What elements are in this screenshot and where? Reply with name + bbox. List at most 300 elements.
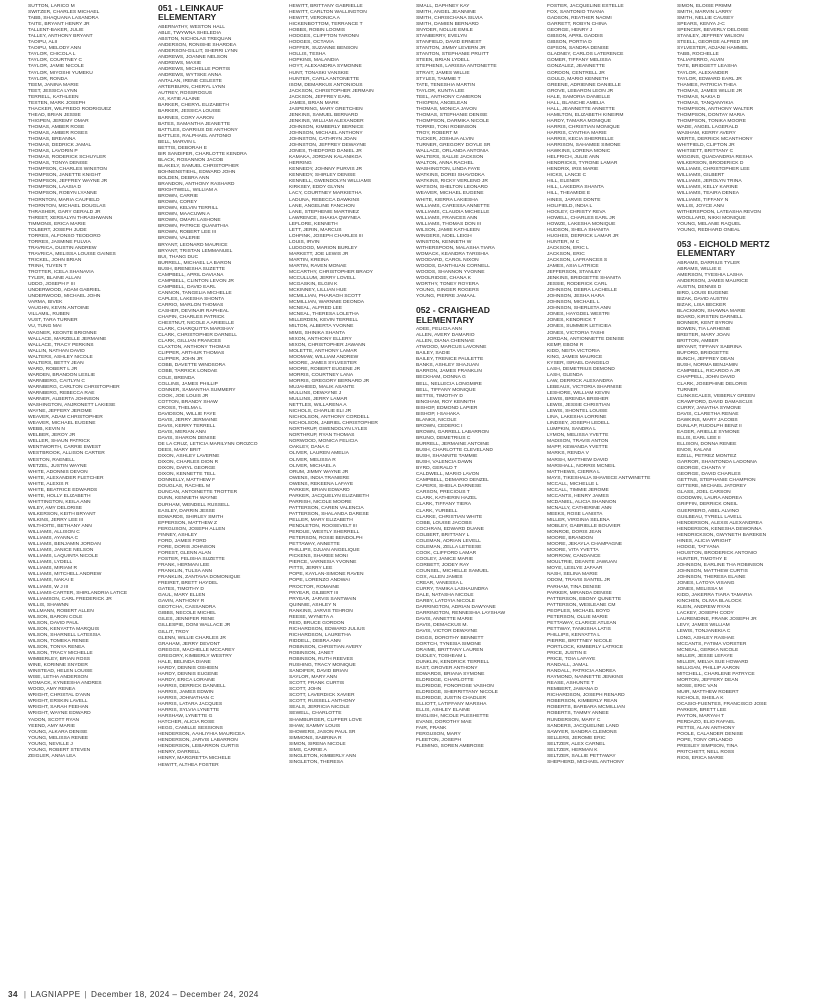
name-entry: ISOM, DEMARKUS ANTONIOUS [289,82,363,88]
name-entry: BROWN, KELVIN TERRILL [158,206,219,212]
name-entry: SAWYER, SANDRA CLEMONS [547,729,617,735]
name-entry: MCCULLUM, JERRY LOVELL [289,276,356,282]
name-entry: TESTEN, MARK JOSEPH [28,100,86,106]
name-entry: THOMAS, NAKIA D [677,94,721,100]
name-entry: BISHOP, EDMOND LAPIER [416,405,478,411]
name-entry: LINDSEY, JOSEPH LEDELL [547,421,610,427]
name-entry: STANTON, JIMMY LEVERN JR [416,46,486,52]
name-entry: JEFFERSON, STANLEY [547,270,602,276]
name-entry: THOMPSON, LAASIA D [28,185,82,191]
name-entry: FOX, SANTONIO TIVANA [547,10,605,16]
name-entry: YOUNG, MELISSA RENEE [28,735,89,741]
name-entry: YOUNG, PIERRE JAMAAL [416,294,476,300]
name-entry: KLEIN, ANDREW RYAN [677,605,731,611]
name-entry: MCCALL, MICHELLE L [547,481,599,487]
name-entry: WRIGHT, ERSKIN LAVELL [28,699,88,705]
name-entry: LEBEAUX, VICTORIA SHARNISE [547,384,622,390]
name-entry: FOSTER, JACQUELINE ESTELLE [547,4,624,9]
name-entry: RUNDERSON, MARY C [547,717,601,723]
name-entry: WILLIAMS, JEROLYN TRINA [677,179,742,185]
name-entry: KEMP, EBONI R [547,342,584,348]
name-entry: TRINH, TUYEN T [28,264,67,270]
name-entry: PARRISH, NICOLE MOORE [289,499,352,505]
name-entry: HEGG, CAMILLE SESSIONS [158,726,223,732]
name-entry: HARDY, DENNIS OSHEEN [158,665,219,671]
name-entry: HINES, ALICIA WRIGHT [677,538,732,544]
name-entry: PERDUE, WESTLY SHERRELL [289,530,360,536]
name-entry: PARKER, JACQUELYN ELIZABETH [289,493,369,499]
name-entry: HENDERSON, ALEXIS ALEXANDREA [677,520,763,526]
name-entry: NICHOLS, SHEILA K [677,695,724,701]
name-entry: JACKSON, CHRISTOPHER JERMAIN [289,88,374,94]
name-entry: JOHNSON, MICHAEL L [547,300,600,306]
name-entry: DUNN, KENNETH WAYNE [158,496,218,502]
name-entry: BUNCH, JEFFREY DEAN [677,357,735,363]
name-entry: LYMON, MELISSA YVETTE [547,433,609,439]
name-entry: WENTWORTH, CARRIE EWEST [28,445,102,451]
name-entry: CASHER, DEVINAIR RAPHEAL [158,309,229,315]
name-entry: PROCTOR, ROMAINE [289,584,340,590]
name-entry: SCOTT, FRANK CURTIS [289,681,345,687]
name-entry: HARDY, ERICA LORAINE [158,677,216,683]
name-entry: HENDERSON, JARVIS LABARRON [158,738,238,744]
name-entry: SELTZER, HERMAN K [547,747,598,753]
name-entry: FERGUSON, JOSEPH ALLEN [158,526,226,532]
name-entry: GARROR, SHANTONDA LADONNA [677,460,758,466]
name-entry: WHITE, HOLLY ELIZABETH [28,493,91,499]
name-entry: MILLIGAN, PHILLIP AARON [677,665,740,671]
name-entry: CLARK, CHRISTOPHER DARNELL [158,333,237,339]
name-entry: HUGHES, DERRICK LAMAR JR [547,233,619,239]
name-entry: HUNT, TONASKI VANSKIE [289,70,349,76]
name-entry: THORNTON, MICHAEL DOUGLAS [28,203,106,209]
name-entry: PRESLEY SIMPSON, TINA [677,744,738,750]
name-entry: TORRES, ALFONSO TEODORO [28,233,101,239]
name-entry: ABERNATHY, WESTON HALL [158,24,226,30]
name-entry: COOK, CLIFFORD LAMAR [416,550,477,556]
name-entry: WALTERS, BETTY JEAN [28,360,84,366]
name-entry: THRASHER, GARY GERALD JR [28,209,101,215]
name-entry: ORUM, JIMMY WAYNE JR [289,469,349,475]
name-entry: PRITCHETT, NELL ROSS [677,750,735,756]
name-entry: WOODS, SHANNON YVONNE [416,270,485,276]
name-entry: WETZEL, JUSTIN WAYNE [28,463,87,469]
name-entry: WATSON, SHELTON LEONARD [416,185,488,191]
name-entry: MORROW, CANDANCE [547,554,601,560]
name-entry: COBB, LOUISE JACOBS [416,520,472,526]
name-entry: ELDRIDGE, JUSTIN CHADLER [416,695,487,701]
name-entry: CAPERS, SHEILA DARNESE [416,484,482,490]
name-entry: NORTHRUP, RYAN THOMAS [289,433,355,439]
name-entry: HODGE, TATYANA [677,544,720,550]
name-entry: JOHNSON, DEBRA LACHELLE [547,288,618,294]
name-entry: TORRES, JASMINE FULVIA [28,239,91,245]
name-entry: HARDY, DENNIS EUGENE [158,671,219,677]
name-entry: MIMS, SHINIKA SHANTA [289,330,346,336]
name-entry: SHAW, SAMMY LOUIS [289,723,341,729]
name-entry: ANDERSON-GILLIT, SHERRI LYNN [158,49,238,54]
name-entry: TAYLOR, COURTNEY C [28,58,83,64]
name-entry: HILL, ELENER [547,179,580,185]
name-entry: WILEY, AMY DELORISE [28,505,83,511]
issue-date-range: December 18, 2024 – December 24, 2024 [91,989,259,999]
name-entry: WASHAM, KERRY AVERY [677,130,736,136]
name-entry: ZEIGLER, ANNA LEA [28,753,76,759]
name-entry: DIXON, DARYL GEORGE [158,466,216,472]
name-entry: MCCANTS, FATIMA VORSTER [677,641,747,647]
name-entry: SEWELL, CHARLOTTE [289,711,342,717]
name-entry: WILKINS, JERRY LEE III [28,517,84,523]
name-entry: WALTERS, SALLIE JACKSON [416,155,484,161]
name-entry: PRICE, JUSTIN E [547,651,587,657]
name-entry: HAMILTON, ELIZABETH KINEIRM [547,112,624,118]
name-list [416,327,542,750]
name-entry: CLARK, GILLIAN FRANCES [158,339,221,345]
name-entry: HATCHER, ALICIA ROSE [158,720,215,726]
name-entry: SELTZER, ALEX CARNEL [547,741,606,747]
name-entry: DAVIS, JERRY JERMAINE [158,417,218,423]
name-entry: MADISON, TRAVIS ANTON [547,439,609,445]
name-entry: REASE, ASHUNTE T [547,681,594,687]
name-entry: BIR SANDIFER, CHARLOTTE KENDRA [158,151,247,157]
name-entry: AUTREY, ROSSROGUS [158,91,213,97]
name-entry: COOLEY, JANICE MARIE [416,556,474,562]
name-entry: TAOIPU, ALII [28,40,58,46]
name-entry: FOREST, GLENN ALAN [158,550,212,556]
name-entry: WILLIAMS, CHRISTOPHER LEE [677,167,750,173]
name-entry: MCMILLIAN, WARNNIE DEONDA [289,300,365,306]
name-entry: CLIPPER, JOHN JR [158,357,203,363]
name-entry: BATTLES, RALPHAEL ANTONIO [158,133,232,139]
name-entry: EASLEY, DARRIN JESSE [158,508,216,514]
name-entry: JOHNSON, SHERLETA ANN [547,306,611,312]
name-entry: WINGERS, NOEL LEIGH [416,233,472,239]
name-entry: GREGGS, MACHELLE MCCAREY [158,647,235,653]
name-entry: JORDAN, ANTIONNETTE DENISE [547,336,625,342]
school-section-heading: 051 - LEINKAUF ELEMENTARY [158,4,224,23]
name-entry: HILL, LAKEDRA SHANTA [547,185,604,191]
name-entry: TAYLOR, KUNTA LEE [416,88,465,94]
name-entry: BROWN, ROBERT LEE III [158,230,217,236]
name-entry: HALE, BELINDA DIANE [158,659,211,665]
name-entry: KIRKSEY, EDDY GLYNN [289,185,345,191]
name-entry: STANTON, STEPHANIE PRUITT [416,52,489,58]
name-entry: TALLEY, ANTHONY BRYANT [28,34,93,40]
name-entry: DUDLEY, TOSHEAM L [416,653,467,659]
name-entry: WINE, KORINNE SNYDER [28,663,88,669]
name-entry: CARSON, PRECIOUS T [416,490,470,496]
name-entry: HUNTER, M C [547,239,580,245]
name-entry: CLIPPER, ARTHUR THOMAS [158,351,225,357]
name-entry: NORTHRUP, GWENDOLYN LYLES [289,427,368,433]
name-entry: THOMAS, TANQANYIKIA [677,100,734,106]
name-entry: WILSON, KENYATTA MARQUIS [28,626,100,632]
name-entry: WEAVER, MICHAEL EUGENE [416,191,484,197]
name-entry: JAMES, ASIA LATRICE [547,264,599,270]
name-entry: HENDRICKS, TYRONE LAMAR [547,161,618,167]
name-entry: FRANKLIN, TULSA ANN [158,569,213,575]
name-entry: BURRELL, JERMAINE ANTOINE [416,442,490,447]
name-entry: TURNER, GREGORY DOYLE SR [416,143,491,149]
name-entry: GAUL, MARY ELLEN [158,593,206,599]
name-entry: SANDERS, JACQUELINE LAND [547,723,619,729]
name-entry: MCGASKIN, ELGIN K [289,282,338,288]
name-entry: JAMES, BRIAN MARK [289,100,339,106]
name-entry: TALLENT-BAKER, JULIE [28,28,84,34]
name-entry: YOUNG, ROBERT STEVEN [28,747,91,753]
name-entry: JACKSON, JEFFREY EARL [289,94,352,100]
name-entry: WILLIAMS, MITCHELL ANDREW [28,572,102,578]
name-entry: WILLIAMS-CARTER, SHIRLANDRIA LATICE [28,590,128,596]
name-entry: BANKS, ASHLEY SHAJUAN [416,363,479,369]
name-entry: PENDLETON, ROOSEVELT III [289,524,357,530]
name-entry: ELDRIDGE, CHARLOTTE [416,677,474,683]
name-entry: MONROE, DORIS JEAN [547,530,602,536]
name-entry: LADUNA, REBECCA DAWKINS [289,197,360,203]
name-entry: KENNELL, GWENDOLYN WILLIAMS [289,179,371,185]
name-entry: DIXON, KENNETTE TELL [158,472,216,478]
name-entry: STEPHENS, LARISSA ANTONETTE [416,64,497,70]
name-entry: BARRON, JAMES FRANKLIN [416,369,482,375]
name-entry: MILLER, MELVA SUE HOWARD [677,659,749,665]
name-entry: BLACKMON, SHAWNA MARIE [677,308,746,314]
name-entry: TAITE, BRYANT HENRY JR [28,22,90,28]
name-entry: TAYLOR, CHICOLA L [28,52,76,58]
name-entry: GILLIT, TROY [158,629,189,635]
name-entry: JONES, THEDFORD DANIEL JR [289,149,362,155]
publication-name: LAGNIAPPE [30,989,81,999]
name-entry: DAVIS, DEMACKUS M. [416,623,468,629]
name-entry: THOMAS, BREANNA [28,137,76,143]
name-entry: BUSH, CHARLOTTE CLEVELAND [416,448,493,454]
name-entry: MOOMAW, WILLIAM ANDREW [289,354,359,360]
name-entry: TAYLOR, JAMIE NICOLE [28,64,84,70]
name-entry: DE LA CRUZ, LETICIA MARILYNN OROZCO [158,442,258,448]
name-entry: HALE, SAMORIA DANIELLE [547,94,611,100]
footer-separator: | [23,989,27,999]
name-entry: TAYLOR, MIYOSHI YUMEKU [28,70,93,76]
name-entry: SELTZER, SALLIE PETTAWAY [547,753,616,759]
name-entry: TALIAFERRO, ALVIN [677,58,724,64]
name-entry: JOHNSON, THERESA ELAINE [677,575,746,581]
name-entry: COLBERT, BRITTANY L [416,532,470,538]
name-entry: TEEL, ANTHONY CAMERON [416,94,482,100]
name-entry: SMALL, DAPHNEY KAY [416,4,470,9]
name-entry: SYLVESTER, ADJANI HAMMEL [677,46,749,52]
name-entry: MCCANTS, HENRY JAMES [547,493,609,499]
name-entry: BOHNENSTIEHL, EDWARD JOHN [158,169,236,175]
name-entry: MORTON, JEFFERY DEAN [677,677,739,683]
name-entry: GAVIN, ANTHONY R [158,599,205,605]
name-entry: HARRIS, CYNTHIA MARIE [547,130,607,136]
name-entry: MARTIN, KREINA [289,257,329,263]
name-entry: THOMPSON, JEFFREY WAYNE JR [28,179,108,185]
name-entry: PATTERSON, CAREN VALENCIA [289,505,364,511]
name-entry: BROWN, COREY [158,200,198,206]
name-entry: SMITH, CHRISCHANA SILVIA [416,16,483,22]
name-entry: OLIVER, LAUREN AMELIA [289,451,349,457]
name-entry: RUSHING, TRACY MONIQUE [289,663,356,669]
name-entry: JOHNSON, MATTHEW CURTIS [677,568,748,574]
name-entry: LEVY, JAMES WILLIAM [677,623,730,629]
name-entry: BOLDEN, DEBRA ANN [158,175,210,181]
name-entry: GUILBEAU, TYRELL LAVELL [677,514,743,520]
name-entry: HALL, JEANNETTE ANNETTE [547,106,615,112]
name-entry: COTTON, BRANDY SHAW [158,399,218,405]
name-entry: GOMER, TIFFANY MELISSA [547,58,612,64]
name-entry: MILLER, VIRGINIA SELENA [547,517,610,523]
name-entry: YOUNG, REDHARD ONEAL [677,227,741,233]
name-entry: WINSTEAD, HELEN LOUISE [28,669,93,675]
name-entry: MOORE, BRANDON [547,536,593,542]
name-entry: RAYMOND, NANNETTE JENKINS [547,675,624,681]
list-column [416,4,542,980]
name-entry: PIERCE, VARNESIA YVONNE [289,560,357,566]
name-entry: BUFORD, BRIDGETTE [677,351,729,357]
name-list [677,4,807,234]
name-entry: HINES, JARVIS DONTE [547,197,601,203]
name-entry: BRUNO, DEMETRIUS C [416,435,471,441]
name-entry: KAMAKA, JORDAN KALANIKOA [289,155,362,161]
name-entry: EZELL, PETREZ MONTEZ [677,454,737,460]
name-entry: TORREI, TONI ROBINSON [416,124,477,130]
name-entry: SIMS, CARRIE A [289,747,327,753]
name-entry: OCASIO-FUENTES, FRANCISCO JOSE [677,702,767,708]
name-entry: BROWN, CARRIE [158,194,199,200]
name-entry: GLADNEY, CARLOS LATERENCE [547,52,624,58]
name-entry: TURNER [677,387,698,393]
name-entry: MCNEAL, ALFRED LEE [289,306,343,312]
name-entry: EAGER, ARIELLE SYMONE [677,429,740,435]
name-entry: GATES, TIMOTHY D [158,587,204,593]
name-entry: ANDREWS, JOANNE NELSON [158,55,228,61]
name-entry: WILLMANN, ROBERT ALLEN [28,608,94,614]
name-entry: DAVIDSON, WILLIE FAYE [158,411,216,417]
name-entry: JONES, KENDRICK T [547,318,596,324]
name-list [677,261,807,763]
name-entry: CLARK, TIFFANY TIERA [416,502,472,508]
name-entry: MATTHEWS, CIERRA L [547,469,600,475]
name-entry: DEES, MARY BRIT [158,448,201,454]
name-entry: JONES, VICTORIA TASHI [547,330,605,336]
name-entry: HUNTER, TIMOTHY E [677,556,727,562]
name-entry: HAWKINS, LORENA MONIC [547,149,611,155]
name-entry: WILLIAMS, BENJAMIN JORDAN [28,542,101,548]
name-entry: HEWITT, CARLTON WALLINGTON [289,10,367,16]
name-entry: BOARD, KIRSTEN DARNELL [677,315,743,321]
name-entry: MCCARTHY, CHRISTOPHER BRADY [289,270,373,276]
name-entry: STEELL, GEORGE ALFRED SR [677,40,749,46]
name-entry: DIXON, ASHLEY LAVERNE [158,454,220,460]
name-entry: PETTWAY, TANKISHA LATIS [547,626,611,632]
name-entry: WRIGHT, CHRISTAL D'ANN [28,693,91,699]
name-entry: BRYANT, LEONARD MAURICE [158,242,228,248]
name-entry: WISE, LETHA ANDERSON [28,675,88,681]
name-entry: THEAD, BRIAN JESSIE [28,112,81,118]
name-entry: BATES, SAMANTHA JEANETTE [158,121,231,127]
name-entry: MARTIN, RAVEN MONAE [289,264,347,270]
name-entry: RIDDELL, DEBRA ANN [289,638,341,644]
name-entry: WALTON, ANNA RACHEL [416,161,474,167]
name-entry: MOORE, JEKAYLA CHAMPAGNE [547,542,623,548]
name-entry: VILLAMIL, RUBEN [28,312,70,318]
name-entry: FORD, JAMES FORD [158,538,207,544]
name-entry: ELDRIDGE, FONOROSE VASHON [416,683,494,689]
name-entry: WHITTINGTON, KEILA ANN [28,499,91,505]
name-entry: SMITH, NELLIE CAUSEY [677,16,734,22]
name-entry: THOMAS, STEPHANIE DENISE [416,112,488,118]
name-entry: COX, ALLEN JAMES [416,575,463,581]
name-entry: NASH, SELINA MARIE [547,572,598,578]
name-entry: COLEMAN, ADRIAN LEVELL [416,538,481,544]
name-entry: HOWZE, LAKESHA MONIQUE [547,221,616,227]
name-entry: HICKS, LANCE C [547,173,587,179]
name-entry: GEORGE, CHANTA Y [677,466,726,472]
name-entry: MOSE, ERIC VAN [677,683,718,689]
name-entry: HENDRICKSON, GWYNETH BAREKEN [677,532,767,538]
name-entry: BRANDON, ANTHONY RASHARD [158,182,235,188]
name-entry: GIBSON, PORTIA D [547,40,592,46]
name-entry: MCKINNEY, LILLIAN HUE [289,288,347,294]
name-entry: HERRING [289,161,312,167]
name-entry: WILLIAMS, TIFFANY N [677,197,729,203]
name-entry: DAVIS, VICTOR DEWAYNE [416,629,478,635]
name-entry: LANE, ANGELINE FANCHON [289,203,355,209]
name-entry: POPE, KAYLAN-SIMONE RAVEN [289,572,364,578]
name-entry: BATTLES, DARRIUS DE ANTHONY [158,127,238,133]
name-entry: DIGGS, DOROTHY BENNETT [416,635,484,641]
page-number: 34 [8,989,18,999]
name-entry: WILSON, TONYA RENEA [28,644,85,650]
name-entry: THOMPSON, ANTHONY WALTER [677,106,754,112]
name-entry: RICHARDSON, LAURETHA [289,632,352,638]
name-entry: COCHRAN, EDWARD DUANE [416,526,484,532]
name-entry: WILLIAMS, GILBERT [677,173,725,179]
name-entry: HODGES, CLIFFTON TARONN [289,34,359,40]
name-entry: TAYLOR, RONDA [28,76,68,82]
name-entry: CAMPBELL, DAVID EARL [158,284,216,290]
name-entry: WILSON, SHARNELL LATESSIA [28,632,101,638]
name-entry: LEFLORE, KENNETH [289,221,338,227]
name-entry: BUSH, NORMA BENJAMIN [677,363,738,369]
name-entry: MOLETTE, ANTHONY LAMAR [289,348,358,354]
name-entry: QUINNIE, ASHLEY N [289,602,337,608]
name-entry: VAUGHN, KEVIN ANTOINE [28,306,90,312]
name-entry: PETTAWAY, CLARICE ATLEAN [547,620,617,626]
name-entry: TAYLOR, EDWARD EARL JR [677,76,742,82]
name-entry: DARRINGTON, ADRIAN DAWYANE [416,605,496,611]
name-entry: PIERRE, BRITTNEY NICOLE [547,638,613,644]
name-entry: WILLIAMSON, CARL FREDERICK JR [28,596,112,602]
name-entry: PATTERSON, SHALANDA DARESE [289,511,369,517]
name-entry: JOHNSON, MICHAEL ANTHONY [289,130,363,136]
name-entry: WILLIAMS, TEAIRA DENEA [677,191,740,197]
name-entry: ANDREWS, MICHELLE PORTIS [158,67,231,73]
name-entry: SIMON, ELOISE PRIMM [677,4,732,9]
name-entry: JOHNSON, EARLINE THA ROBINSON [677,562,764,568]
name-entry: WILLIAMS, AYANNA C [28,536,79,542]
name-entry: HARRIS, KECIA SHERRELLE [547,137,614,143]
name-entry: LAW, DERRICK ALEXANDRA [547,378,614,384]
name-entry: BROWN, PATRICE QUANITHIA [158,224,229,230]
name-entry: EVANS, DOROTHY MAE [416,720,472,726]
name-entry: ENOS, KALANI [677,448,712,454]
name-entry: COBB, DAVETTE WINDSORA [158,363,226,369]
name-entry: LEWIS, JESSIE CHRISTIAN [547,403,610,409]
name-entry: ANDREWS, WYTSKE ANNA [158,73,222,79]
name-entry: HARRIS, SYLVIA LYNETTE [158,708,220,714]
name-entry: CONNER, SAMANTHA SUMMERY [158,387,236,393]
